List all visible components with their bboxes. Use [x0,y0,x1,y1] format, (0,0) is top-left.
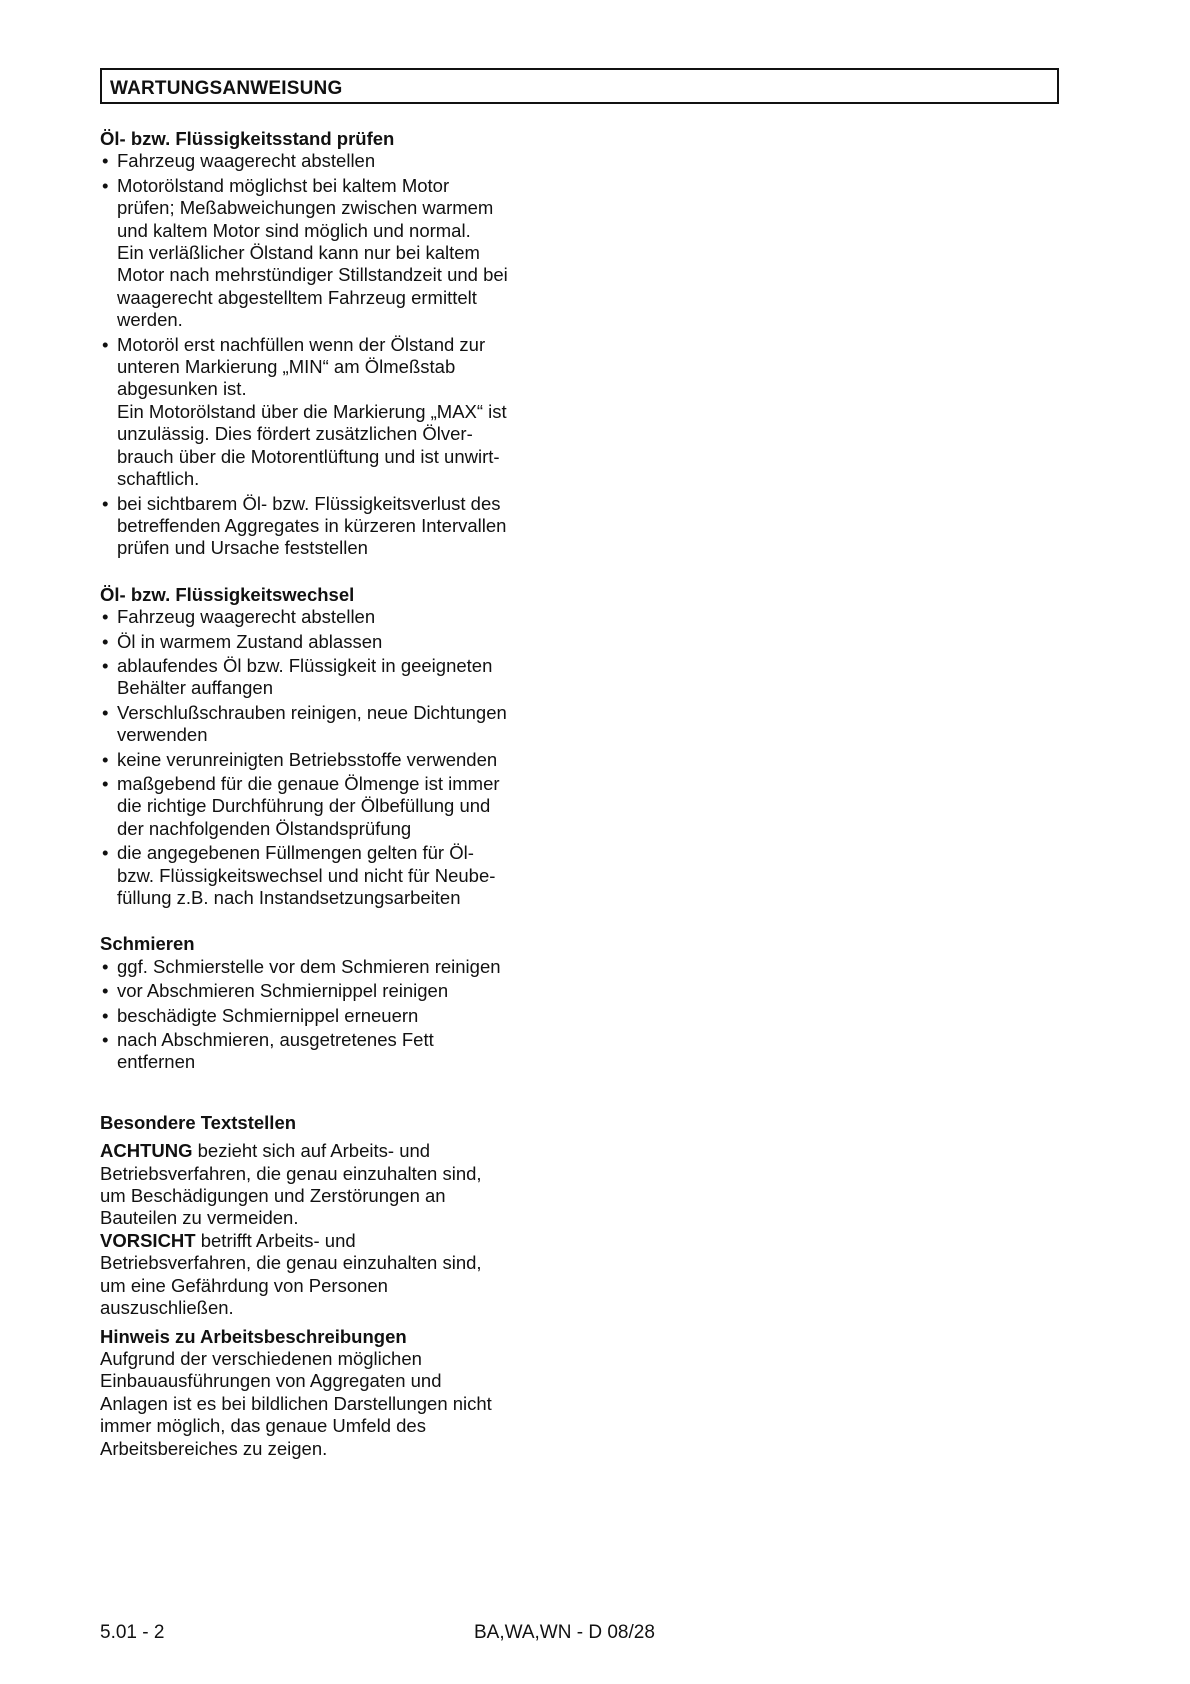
section-title: Schmieren [100,933,195,955]
bullet-list [100,606,570,909]
list-item: • beschädigte Schmiernippel erneuern [102,1004,419,1026]
vorsicht-label: VORSICHT [100,1229,196,1251]
bullet-icon: • [102,150,109,172]
section-title: Besondere Textstellen [100,1111,297,1133]
list-item: • ggf. Schmierstelle vor dem Schmieren reinigen [102,955,501,977]
section-title: Öl- bzw. Flüssigkeitswechsel [100,583,355,605]
list-item: • vor Abschmieren Schmiernippel reinigen [102,980,449,1002]
bullet-icon: • [102,654,109,676]
list-item: • nach Abschmieren, ausgetretenes Fett entfernen [102,1029,434,1073]
page-number: 5.01 - 2 [100,1622,165,1643]
bullet-icon: • [102,842,109,864]
achtung-paragraph: ACHTUNG bezieht sich auf Arbeits- und Betriebsverfahren, die genau einzuhalten sind, um Beschädigungen und Zerstörungen an Bauteilen zu vermeiden. [100,1140,482,1229]
hinweis-paragraph: Aufgrund der verschiedenen möglichen Einbauausführungen von Aggregaten und Anlagen ist es bei bildlichen Darstellungen nicht immer möglich, das genaue Umfeld des Arbeitsbereiches zu zeigen. [100,1347,492,1459]
section-special-text [100,1112,570,1460]
bullet-list [100,150,570,559]
page-title: WARTUNGSANWEISUNG [110,78,343,99]
bullet-icon: • [102,606,109,628]
header-box [100,68,1059,104]
bullet-icon: • [102,955,109,977]
bullet-icon: • [102,333,109,355]
list-item: • ablaufendes Öl bzw. Flüssigkeit in geeigneten Behälter auffangen [102,654,493,699]
achtung-label: ACHTUNG [100,1140,193,1162]
hinweis-title: Hinweis zu Arbeitsbeschreibungen [100,1325,407,1347]
list-item: • Verschlußschrauben reinigen, neue Dichtungen verwenden [102,701,507,746]
vorsicht-paragraph: VORSICHT betrifft Arbeits- und Betriebsverfahren, die genau einzuhalten sind, um eine Gefährdung von Personen auszuschließen. [100,1229,482,1319]
bullet-icon: • [102,980,109,1002]
section-lubrication [100,933,570,1073]
list-item: • Motoröl erst nachfüllen wenn der Ölstand zur unteren Markierung „MIN“ am Ölmeßstab abgesunken ist. Ein Motorölstand über die Markierung „MAX“ ist unzulässig. Dies fördert zusätzlichen Ölver- brauch über die Motorentlüftung und ist unwirt- schaftlich. [102,333,507,490]
bullet-icon: • [102,1004,109,1026]
list-item: • Öl in warmem Zustand ablassen [102,630,383,652]
bullet-icon: • [102,772,109,794]
bullet-icon: • [102,630,109,652]
list-item: • maßgebend für die genaue Ölmenge ist immer die richtige Durchführung der Ölbefüllung und der nachfolgenden Ölstandsprüfung [102,772,500,839]
bullet-icon: • [102,492,109,514]
list-item: • Motorölstand möglichst bei kaltem Motor prüfen; Meßabweichungen zwischen warmem und kaltem Motor sind möglich und normal. Ein verläßlicher Ölstand kann nur bei kaltem Motor nach mehrstündiger Stillstandzeit und bei waagerecht abgestelltem Fahrzeug ermittelt werden. [102,174,508,331]
section-oil-change [100,584,570,910]
list-item: • Fahrzeug waagerecht abstellen [102,606,376,628]
list-item: • die angegebenen Füllmengen gelten für Öl- bzw. Flüssigkeitswechsel und nicht für Neube- füllung z.B. nach Instandsetzungsarbeiten [102,842,496,908]
section-oil-level-check [100,128,570,560]
document-code: BA,WA,WN - D 08/28 [474,1622,655,1643]
bullet-list [100,956,570,1074]
bullet-icon: • [102,1029,109,1051]
bullet-icon: • [102,748,109,770]
list-item: • Fahrzeug waagerecht abstellen [102,150,376,172]
bullet-icon: • [102,174,109,196]
document-body [100,128,570,1460]
bullet-icon: • [102,701,109,723]
list-item: • keine verunreinigten Betriebsstoffe verwenden [102,748,498,770]
section-title: Öl- bzw. Flüssigkeitsstand prüfen [100,128,395,149]
list-item: • bei sichtbarem Öl- bzw. Flüssigkeitsverlust des betreffenden Aggregates in kürzeren Intervallen prüfen und Ursache feststellen [102,492,507,559]
